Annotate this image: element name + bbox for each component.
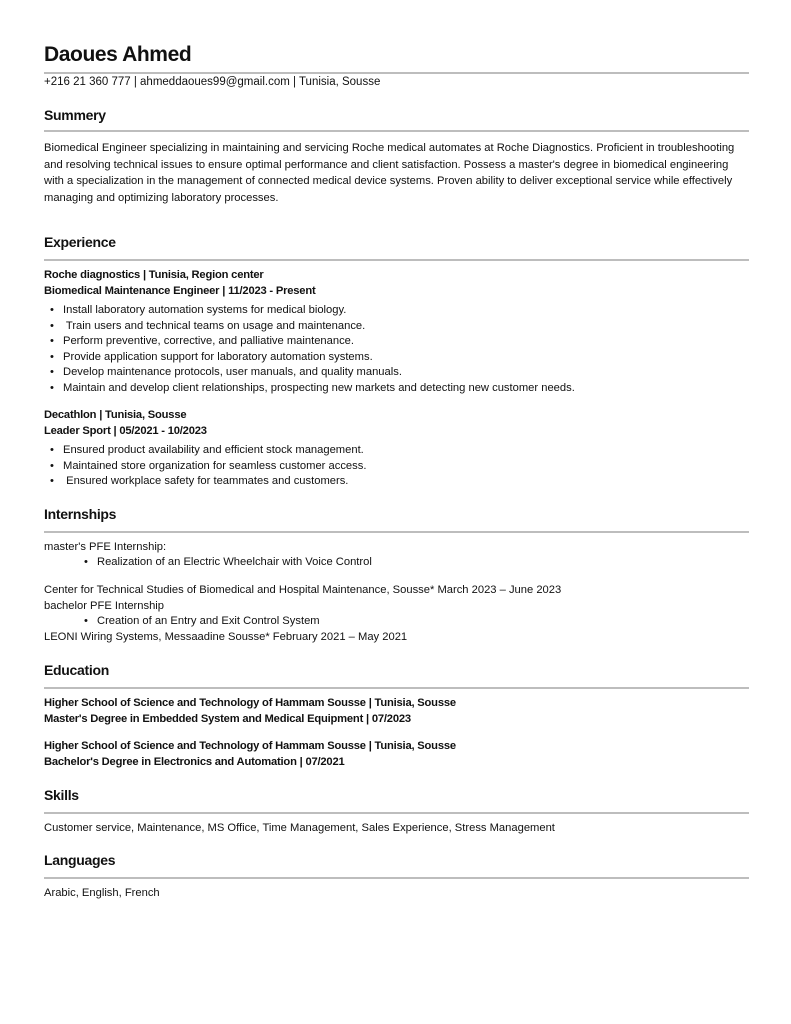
job-role: Leader Sport | 05/2021 - 10/2023 (44, 425, 207, 437)
education-school: Higher School of Science and Technology of Hammam Sousse | Tunisia, Sousse (44, 697, 456, 709)
skills-text: Customer service, Maintenance, MS Office, Time Management, Sales Experience, Stress Management (44, 822, 555, 834)
list-item: • Ensured product availability and efficient stock management. (50, 444, 364, 456)
contact-line: +216 21 360 777 | ahmeddaoues99@gmail.com | Tunisia, Sousse (44, 76, 381, 88)
list-item: • Maintain and develop client relationships, prospecting new markets and detecting new customer needs. (50, 381, 575, 394)
internship-line: bachelor PFE Internship (44, 600, 165, 612)
divider (44, 130, 749, 132)
skills-heading: Skills (44, 787, 79, 803)
languages-heading: Languages (44, 852, 116, 868)
job-company: Roche diagnostics | Tunisia, Region center (44, 269, 264, 281)
languages-text: Arabic, English, French (44, 887, 160, 899)
list-item: • Maintained store organization for seamless customer access. (50, 459, 367, 472)
list-item: • Provide application support for laboratory automation systems. (50, 350, 373, 363)
list-item: • Perform preventive, corrective, and palliative maintenance. (50, 335, 355, 347)
divider (44, 812, 749, 814)
internship-line: master's PFE Internship: (44, 541, 167, 553)
job-role: Biomedical Maintenance Engineer | 11/2023 - Present (44, 285, 316, 297)
internships-heading: Internships (44, 506, 117, 522)
experience-heading: Experience (44, 234, 116, 250)
list-item: • Install laboratory automation systems for medical biology. (50, 304, 347, 316)
divider (44, 531, 749, 533)
list-item: • Creation of an Entry and Exit Control System (84, 615, 320, 627)
divider (44, 687, 749, 689)
internship-line: LEONI Wiring Systems, Messaadine Sousse* February 2021 – May 2021 (44, 631, 408, 643)
education-degree: Bachelor's Degree in Electronics and Automation | 07/2021 (44, 756, 345, 768)
summary-heading: Summery (44, 107, 106, 123)
list-item: • Realization of an Electric Wheelchair with Voice Control (84, 556, 372, 568)
list-item: • Ensured workplace safety for teammates and customers. (50, 475, 349, 487)
list-item: • Develop maintenance protocols, user manuals, and quality manuals. (50, 366, 402, 378)
summary-text: Biomedical Engineer specializing in maintaining and servicing Roche medical automates at Roche Diagnostics. Proficient in troubleshooting and resolving technical issues to ensure optimal performance and client satisfaction. Possess a master's degree in biomedical engineering with a specialization in the management of connected medical device systems. Proven ability to deliver exceptional service while effectively managing and optimizing laboratory processes. (44, 142, 735, 204)
education-school: Higher School of Science and Technology of Hammam Sousse | Tunisia, Sousse (44, 740, 456, 752)
education-heading: Education (44, 662, 109, 678)
internship-line: Center for Technical Studies of Biomedical and Hospital Maintenance, Sousse* March 2023 – June 2023 (44, 584, 562, 596)
divider (44, 877, 749, 879)
education-degree: Master's Degree in Embedded System and Medical Equipment | 07/2023 (44, 713, 411, 725)
list-item: • Train users and technical teams on usage and maintenance. (50, 319, 366, 332)
divider (44, 259, 749, 261)
candidate-name: Daoues Ahmed (44, 43, 192, 66)
divider (44, 72, 749, 74)
job-company: Decathlon | Tunisia, Sousse (44, 409, 187, 421)
